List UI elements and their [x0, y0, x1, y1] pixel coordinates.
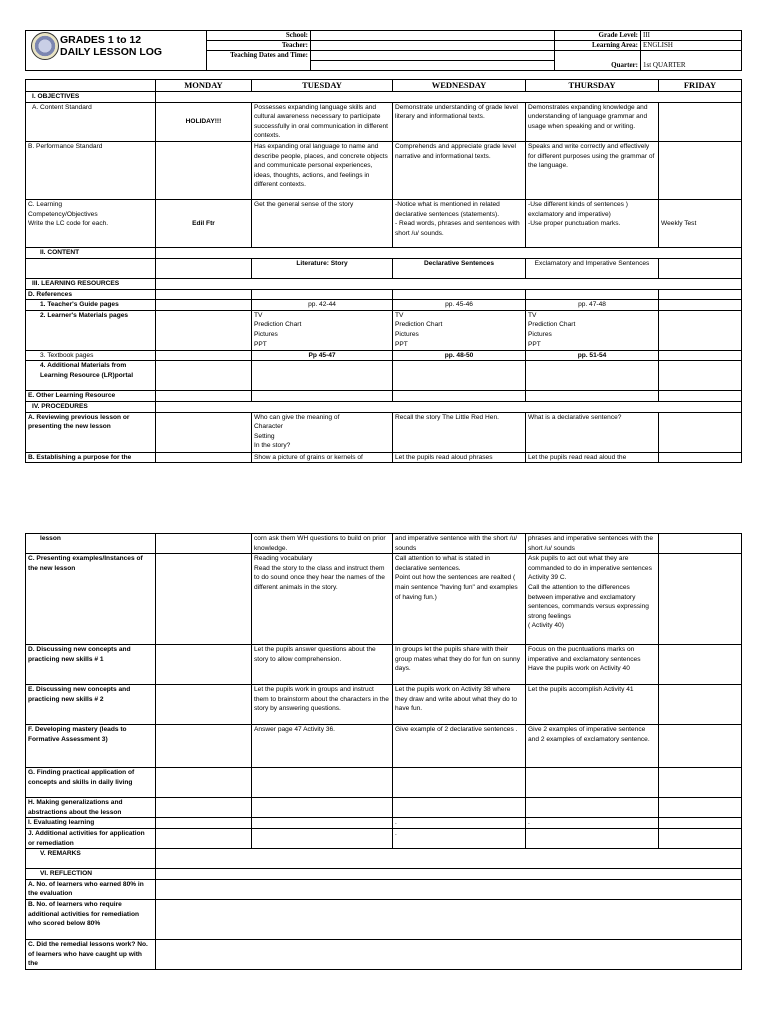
form-title: [60, 34, 162, 58]
comp-thursday: -Use different kinds of sentences ) exclamatory and imperative) -Use proper punctuation marks.: [526, 199, 659, 247]
day-friday: FRIDAY: [659, 80, 742, 92]
est-wednesday-cont: and imperative sentence with the short /u/ sounds: [393, 534, 526, 554]
learning-area-value[interactable]: ENGLISH: [641, 41, 742, 51]
rev-wednesday: Recall the story The Little Red Hen.: [393, 412, 526, 452]
finding-row: [26, 768, 742, 798]
learners-materials-label: 2. Learner's Materials pages: [26, 310, 156, 350]
tb-wednesday: pp. 48-50: [393, 350, 526, 361]
title-line-2: DAILY LESSON LOG: [60, 46, 163, 58]
developing-row: [26, 725, 742, 768]
est-tuesday-cont: corn ask them WH questions to build on prior knowledge.: [252, 534, 393, 554]
est-thursday-cont: phrases and imperative sentences with the short /u/ sounds: [526, 534, 659, 554]
dev-thursday: Give 2 examples of imperative sentence and 2 examples of exclamatory sentence.: [526, 725, 659, 768]
cs-thursday: Demonstrates expanding knowledge and understanding of language grammar and usage when speaking and or writing.: [526, 102, 659, 141]
lesson-log-table-page-2: [25, 533, 742, 970]
no-remediation-row: [26, 899, 742, 939]
content-standard-row: [26, 102, 742, 141]
aa-wednesday: .: [393, 828, 526, 848]
discussing1-label: D. Discussing new concepts and practicing new skills # 1: [26, 645, 156, 685]
header-table: [25, 30, 742, 71]
objectives-label: I. OBJECTIVES: [26, 92, 156, 103]
d1-wednesday: In groups let the pupils share with their group mates what they do for fun on sunny days.: [393, 645, 526, 685]
lm-tuesday: TV Prediction Chart Pictures PPT: [252, 310, 393, 350]
comp-tuesday: Get the general sense of the story: [252, 199, 393, 247]
ps-thursday: Speaks and write correctly and effectively for different purposes using the grammar of the language.: [526, 141, 659, 199]
additional-materials-row: [26, 361, 742, 391]
establishing-cont-row: [26, 534, 742, 554]
performance-standard-row: [26, 141, 742, 199]
cs-wednesday: Demonstrate understanding of grade level literary and informational texts.: [393, 102, 526, 141]
monday-holiday: HOLIDAY!!!: [156, 102, 252, 141]
discussing2-row: [26, 685, 742, 725]
evaluating-label: I. Evaluating learning: [26, 818, 156, 829]
content-label: II. CONTENT: [26, 247, 156, 258]
tb-thursday: pp. 51-54: [526, 350, 659, 361]
d2-wednesday: Let the pupils work on Activity 38 where they draw and write about what they do to have fun.: [393, 685, 526, 725]
remarks-label: V. REMARKS: [26, 849, 156, 869]
eval-thursday: .: [526, 818, 659, 829]
day-tuesday: TUESDAY: [252, 80, 393, 92]
teacher-label: Teacher:: [207, 41, 311, 51]
dev-wednesday: Give example of 2 declarative sentences .: [393, 725, 526, 768]
finding-label: G. Finding practical application of concepts and skills in daily living: [26, 768, 156, 798]
procedures-row: [26, 401, 742, 412]
est-tuesday: Show a picture of grains or kernels of: [252, 452, 393, 463]
presenting-row: [26, 554, 742, 645]
remarks-row: [26, 849, 742, 869]
day-header-row: [26, 80, 742, 92]
d1-tuesday: Let the pupils answer questions about the story to allow comprehension.: [252, 645, 393, 685]
references-label: D. References: [26, 289, 156, 300]
grade-level-label: Grade Level:: [555, 31, 641, 41]
corner-cell: [26, 80, 156, 92]
establishing-label: B. Establishing a purpose for the: [26, 452, 156, 463]
est-thursday: Let the pupils read read aloud the: [526, 452, 659, 463]
tg-thursday: pp. 47-48: [526, 300, 659, 311]
dates-field[interactable]: [311, 51, 555, 61]
objectives-row: [26, 92, 742, 103]
teacher-field[interactable]: [311, 41, 555, 51]
procedures-label: IV. PROCEDURES: [26, 401, 156, 412]
lesson-log-table-page-1: [25, 79, 742, 463]
quarter-value[interactable]: 1st QUARTER: [641, 51, 742, 71]
references-row: [26, 289, 742, 300]
learning-area-label: Learning Area:: [555, 41, 641, 51]
day-thursday: THURSDAY: [526, 80, 659, 92]
comp-friday: Weekly Test: [659, 199, 742, 247]
remedial-work-label: C. Did the remedial lessons work? No. of learners who have caught up with the: [26, 939, 156, 969]
additional-activities-row: [26, 828, 742, 848]
tb-tuesday: Pp 45-47: [252, 350, 393, 361]
reflection-row: [26, 869, 742, 880]
d2-tuesday: Let the pupils work in groups and instruct them to brainstorm about the characters in the story by answering questions.: [252, 685, 393, 725]
header-logo-cell: [26, 31, 207, 71]
generalizations-row: [26, 798, 742, 818]
discussing1-row: [26, 645, 742, 685]
eval-wednesday: .: [393, 818, 526, 829]
deped-seal-icon: [31, 32, 59, 60]
generalizations-label: H. Making generalizations and abstractions about the lesson: [26, 798, 156, 818]
topic-tuesday: Literature: Story: [252, 258, 393, 278]
tg-tuesday: pp. 42-44: [252, 300, 393, 311]
topic-wednesday: Declarative Sentences: [393, 258, 526, 278]
presenting-label: C. Presenting examples/Instances of the new lesson: [26, 554, 156, 645]
teachers-guide-label: 1. Teacher's Guide pages: [26, 300, 156, 311]
comp-wednesday: -Notice what is mentioned in related declarative sentences (statements). - Read words, phrases and sentences with short /u/ sounds.: [393, 199, 526, 247]
pres-thursday: Ask pupils to act out what they are commanded to do in imperative sentences Activity 39 C. Call the attention to the differences between imperative and exclamatory sentences, commands versus expressing strong feelings ( Activity 40): [526, 554, 659, 645]
comp-monday: Edil Ftr: [156, 199, 252, 247]
additional-materials-label: 4. Additional Materials from Learning Resource (LR)portal: [26, 361, 156, 391]
establishing-row: [26, 452, 742, 463]
learning-resources-label: III. LEARNING RESOURCES: [26, 278, 156, 289]
est-wednesday: Let the pupils read aloud phrases: [393, 452, 526, 463]
no-remediation-label: B. No. of learners who require additional activities for remediation who scored below 80%: [26, 899, 156, 939]
reviewing-row: [26, 412, 742, 452]
rev-thursday: What is a declarative sentence?: [526, 412, 659, 452]
evaluating-row: [26, 818, 742, 829]
school-label: School:: [207, 31, 311, 41]
learners-materials-row: [26, 310, 742, 350]
other-resource-row: [26, 391, 742, 402]
discussing2-label: E. Discussing new concepts and practicing new skills # 2: [26, 685, 156, 725]
textbook-label: 3. Textbook pages: [26, 350, 156, 361]
establishing-label-cont: lesson: [26, 534, 156, 554]
day-monday: MONDAY: [156, 80, 252, 92]
d1-thursday: Focus on the pucntuations marks on imperative and exclamatory sentences Have the pupils work on Activity 40: [526, 645, 659, 685]
dev-tuesday: Answer page 47 Activity 36.: [252, 725, 393, 768]
teachers-guide-row: [26, 300, 742, 311]
content-topics-row: [26, 258, 742, 278]
learning-resources-row: [26, 278, 742, 289]
topic-thursday: Exclamatory and Imperative Sentences: [526, 258, 659, 278]
no-80-label: A. No. of learners who earned 80% in the evaluation: [26, 879, 156, 899]
lm-wednesday: TV Prediction Chart Pictures PPT: [393, 310, 526, 350]
content-standard-label: A. Content Standard: [26, 102, 156, 141]
time-field[interactable]: [311, 61, 555, 71]
remedial-work-row: [26, 939, 742, 969]
grade-level-value[interactable]: III: [641, 31, 742, 41]
competency-label: C. Learning Competency/Objectives Write the LC code for each.: [26, 199, 156, 247]
title-line-1: GRADES 1 to 12: [60, 34, 142, 46]
day-wednesday: WEDNESDAY: [393, 80, 526, 92]
rev-tuesday: Who can give the meaning of Character Setting In the story?: [252, 412, 393, 452]
pres-tuesday: Reading vocabulary Read the story to the class and instruct them to do sound once they hear the names of the different animals in the story.: [252, 554, 393, 645]
pres-wednesday: Call attention to what is stated in declarative sentences. Point out how the sentences are realted ( main sentence "having fun" and examples of having fun.): [393, 554, 526, 645]
reviewing-label: A. Reviewing previous lesson or presenting the new lesson: [26, 412, 156, 452]
dates-label: Teaching Dates and Time:: [207, 51, 311, 71]
content-row: [26, 247, 742, 258]
tg-wednesday: pp. 45-46: [393, 300, 526, 311]
school-field[interactable]: [311, 31, 555, 41]
lm-thursday: TV Prediction Chart Pictures PPT: [526, 310, 659, 350]
reflection-label: VI. REFLECTION: [26, 869, 156, 880]
quarter-label: Quarter:: [555, 51, 641, 71]
textbook-row: [26, 350, 742, 361]
developing-label: F. Developing mastery (leads to Formative Assessment 3): [26, 725, 156, 768]
ps-wednesday: Comprehends and appreciate grade level narrative and informational texts.: [393, 141, 526, 199]
other-resource-label: E. Other Learning Resource: [26, 391, 156, 402]
d2-thursday: Let the pupils accomplish Activity 41: [526, 685, 659, 725]
performance-standard-label: B. Performance Standard: [26, 141, 156, 199]
ps-tuesday: Has expanding oral language to name and describe people, places, and concrete objects and communicate personal experiences, ideas, thoughts, actions, and feelings in different contexts.: [252, 141, 393, 199]
competency-row: [26, 199, 742, 247]
additional-activities-label: J. Additional activities for application or remediation: [26, 828, 156, 848]
cs-tuesday: Possesses expanding language skills and cultural awareness necessary to participate successfully in oral communication in different contexts.: [252, 102, 393, 141]
no-80-row: [26, 879, 742, 899]
